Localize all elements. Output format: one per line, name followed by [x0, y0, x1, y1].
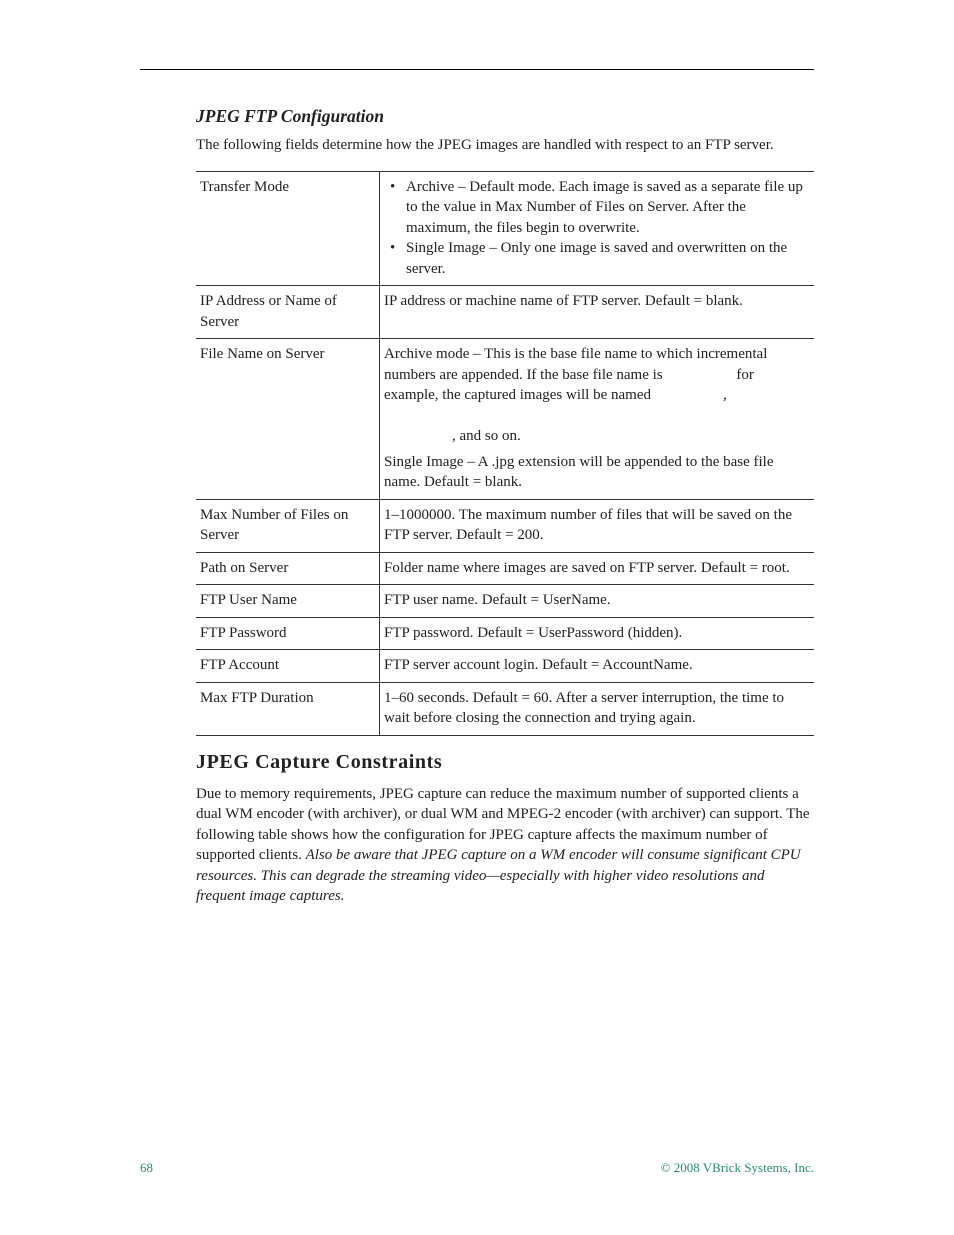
table-row — [196, 286, 814, 339]
table-row — [196, 552, 814, 585]
copyright: © 2008 VBrick Systems, Inc. — [660, 1160, 814, 1175]
field-name: Path on Server — [196, 552, 380, 585]
constraints-text: Due to memory requirements, JPEG capture can reduce the maximum number of supported clients a dual WM encoder (with archiver), or dual WM and MPEG-2 encoder (with archiver) can support. The following table shows how the configuration for JPEG capture affects the maximum number of supported clients. — [196, 785, 810, 863]
constraints-paragraph — [196, 784, 814, 907]
archive-text-4: , and so on. — [452, 428, 521, 444]
section-subheading: JPEG FTP Configuration — [196, 106, 384, 126]
table-row — [196, 682, 814, 735]
bullet-list — [384, 177, 810, 280]
page-number: 68 — [140, 1160, 153, 1175]
field-description: IP address or machine name of FTP server. Default = blank. — [380, 286, 815, 339]
field-name: Max Number of Files on Server — [196, 499, 380, 552]
list-item: • Single Image – Only one image is saved and overwritten on the server. — [384, 238, 810, 279]
field-description — [380, 339, 815, 500]
ftp-config-table — [196, 171, 814, 736]
header-rule — [140, 69, 814, 70]
table-row — [196, 339, 814, 500]
table-row — [196, 650, 814, 683]
field-name: Max FTP Duration — [196, 682, 380, 735]
intro-paragraph: The following fields determine how the JPEG images are handled with respect to an FTP server. — [196, 137, 774, 153]
archive-text-1: Archive mode – This is the base file name to which incremental numbers are appended. If the base file name is — [384, 346, 768, 383]
table-row — [196, 499, 814, 552]
field-description: Folder name where images are saved on FTP server. Default = root. — [380, 552, 815, 585]
table-row — [196, 171, 814, 286]
page-content — [196, 106, 814, 907]
field-description: FTP server account login. Default = AccountName. — [380, 650, 815, 683]
list-item: • Archive – Default mode. Each image is saved as a separate file up to the value in Max Number of Files on Server. After the maximum, the files begin to overwrite. — [384, 177, 810, 239]
table-row — [196, 617, 814, 650]
single-image-text: Single Image – A .jpg extension will be appended to the base file name. Default = blank. — [384, 453, 774, 490]
archive-text-3: , — [722, 387, 727, 403]
field-name: File Name on Server — [196, 339, 380, 500]
field-name: FTP User Name — [196, 585, 380, 618]
field-name: FTP Password — [196, 617, 380, 650]
field-name: IP Address or Name of Server — [196, 286, 380, 339]
table-row — [196, 585, 814, 618]
field-description: 1–1000000. The maximum number of files that will be saved on the FTP server. Default = 200. — [380, 499, 815, 552]
archive-mode-text — [384, 344, 810, 447]
field-description: 1–60 seconds. Default = 60. After a server interruption, the time to wait before closing the connection and trying again. — [380, 682, 815, 735]
field-name: Transfer Mode — [196, 171, 380, 286]
field-name: FTP Account — [196, 650, 380, 683]
field-description — [380, 171, 815, 286]
archive-text-2: for example, the captured images will be named — [384, 366, 754, 403]
field-description: FTP user name. Default = UserName. — [380, 585, 815, 618]
field-description: FTP password. Default = UserPassword (hidden). — [380, 617, 815, 650]
constraints-italic-text: Also be aware that JPEG capture on a WM encoder will consume significant CPU resources. This can degrade the streaming video—especially with higher video resolutions and frequent image captures. — [196, 847, 801, 904]
constraints-heading: JPEG Capture Constraints — [196, 750, 443, 773]
